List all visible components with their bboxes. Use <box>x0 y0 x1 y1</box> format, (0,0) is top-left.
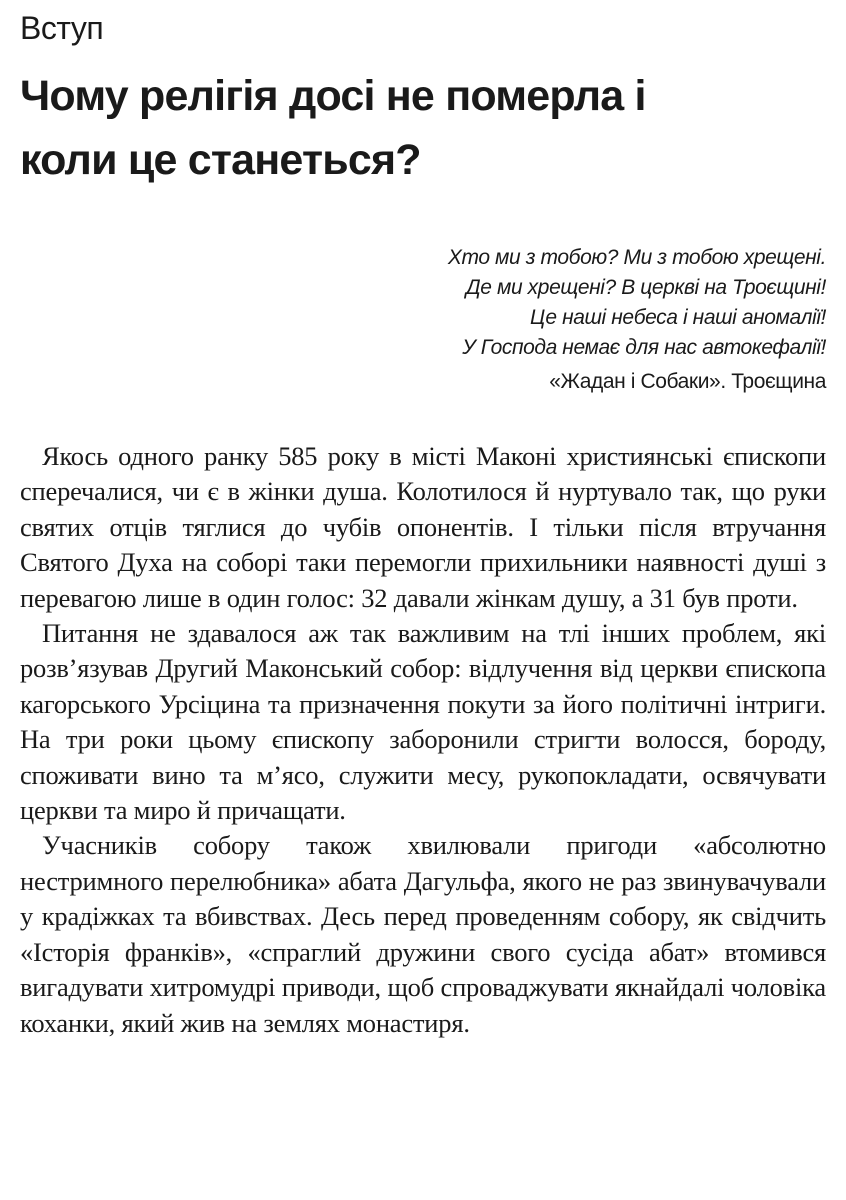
chapter-title-line: Чому релігія досі не померла і <box>20 72 646 120</box>
epigraph-line: Це наші небеса і наші аномалії! <box>530 306 826 329</box>
chapter-title-line: коли це станеться? <box>20 136 421 184</box>
paragraph: Питання не здавалося аж так важливим на тлі інших проблем, які розв’язував Другий Маконський собор: відлучення від церкви єпископа кагорського Урсіцина та призначення покути за його політичні інтриги. На три роки цьому єпископу заборонили стригти волосся, бороду, споживати вино та м’ясо, служити месу, рукопокладати, освячувати церкви та миро й причащати. <box>20 618 826 826</box>
epigraph-source: «Жадан і Собаки». Троєщина <box>549 370 826 393</box>
book-page <box>20 0 826 1200</box>
paragraph: Якось одного ранку 585 року в місті Маконі християнські єпископи сперечалися, чи є в жінки душа. Колотилося й нуртувало так, що руки святих отців тяглися до чубів опонентів. І тільки після втручання Святого Духа на соборі таки перемогли прихильники наявності душі з перевагою лише в один голос: 32 давали жінкам душу, а 31 був проти. <box>20 441 826 613</box>
body-text <box>20 439 826 1041</box>
epigraph-line: Хто ми з тобою? Ми з тобою хрещені. <box>447 246 826 269</box>
epigraph-line: У Господа немає для нас автокефалії! <box>462 336 826 359</box>
section-label: Вступ <box>20 10 104 46</box>
paragraph: Учасників собору також хвилювали пригоди «абсолютно нестримного перелюбника» абата Дагульфа, якого не раз звинувачували у крадіжках та вбивствах. Десь перед проведенням собору, як свідчить «Історія франків», «спраглий дружини свого сусіда абат» втомився вигадувати хитромудрі приводи, щоб спроваджувати якнайдалі чоловіка коханки, який жив на землях монастиря. <box>20 830 826 1038</box>
epigraph-line: Де ми хрещені? В церкві на Троєщині! <box>465 276 826 299</box>
epigraph <box>448 243 826 397</box>
chapter-title <box>20 64 826 192</box>
